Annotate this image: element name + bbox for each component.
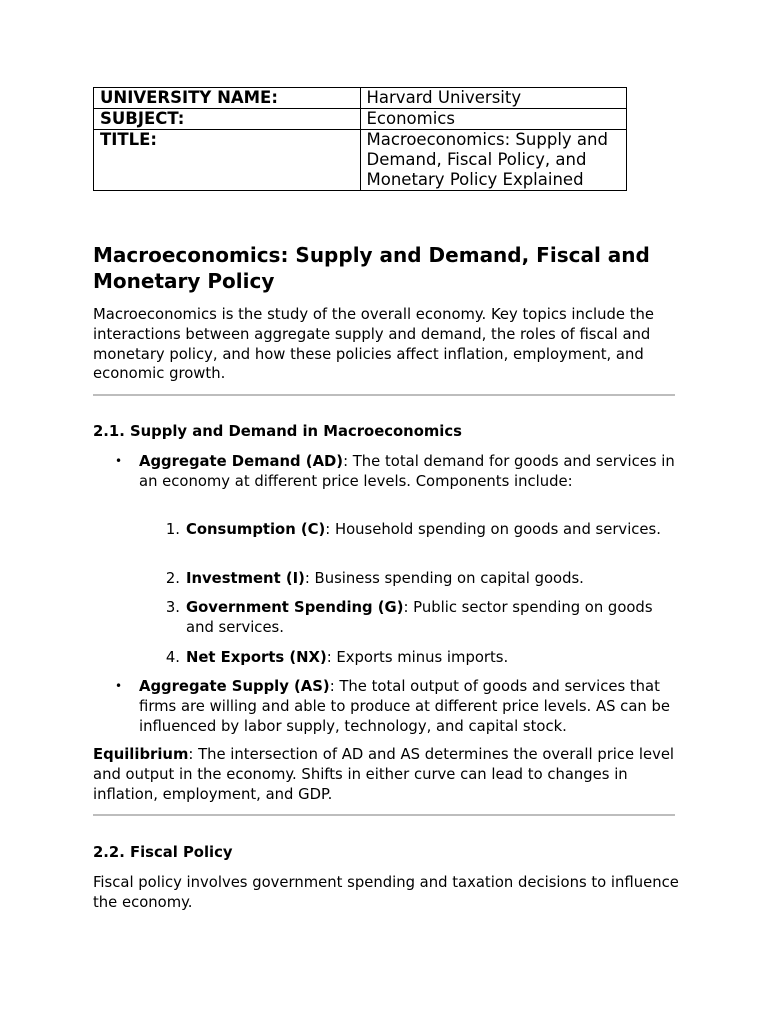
fiscal-policy-paragraph: Fiscal policy involves government spending and taxation decisions to influence the economy. — [93, 874, 679, 911]
list-item-government-spending — [165, 598, 681, 638]
definition-text: : The intersection of AD and AS determines the overall price level and output in the economy. Shifts in either curve can lead to changes in inflation, employment, and GDP. — [93, 746, 675, 803]
divider — [93, 394, 675, 396]
term-equilibrium: Equilibrium — [93, 746, 189, 763]
list-number: 3. — [165, 599, 180, 616]
info-table — [93, 87, 627, 191]
list-number: 1. — [165, 521, 180, 538]
section-heading-fiscal-policy: 2.2. Fiscal Policy — [93, 844, 233, 861]
definition-text: : Business spending on capital goods. — [304, 570, 584, 587]
section-heading-supply-demand: 2.1. Supply and Demand in Macroeconomics — [93, 423, 462, 440]
title-label: TITLE: — [94, 130, 361, 191]
list-item-consumption — [165, 520, 681, 540]
page-title: Macroeconomics: Supply and Demand, Fiscal and Monetary Policy — [93, 243, 650, 293]
definition-text: : Exports minus imports. — [326, 649, 509, 666]
list-item-investment — [165, 569, 681, 589]
list-number: 2. — [165, 570, 180, 587]
list-number: 4. — [165, 649, 180, 666]
term-investment: Investment (I) — [186, 570, 305, 587]
equilibrium-paragraph — [93, 745, 683, 804]
table-row — [94, 130, 627, 191]
bullet-icon: • — [115, 454, 123, 468]
list-item-net-exports — [165, 648, 681, 668]
definition-text: : Public sector spending on goods and services. — [186, 599, 653, 636]
term-government-spending: Government Spending (G) — [186, 599, 404, 616]
definition-text: : The total demand for goods and services in an economy at different price levels. Components include: — [139, 453, 675, 490]
subject-value: Economics — [360, 109, 627, 130]
term-net-exports: Net Exports (NX) — [186, 649, 327, 666]
definition-text: : Household spending on goods and services. — [325, 521, 661, 538]
divider — [93, 814, 675, 816]
bullet-icon: • — [115, 679, 123, 693]
subject-label: SUBJECT: — [94, 109, 361, 130]
intro-paragraph: Macroeconomics is the study of the overall economy. Key topics include the interactions between aggregate supply and demand, the roles of fiscal and monetary policy, and how these policies affect inflation, employment, and economic growth. — [93, 306, 654, 383]
definition-text: : The total output of goods and services that firms are willing and able to produce at different price levels. AS can be influenced by labor supply, technology, and capital stock. — [139, 678, 670, 735]
university-label: UNIVERSITY NAME: — [94, 88, 361, 109]
list-item-aggregate-supply — [115, 677, 684, 736]
term-consumption: Consumption (C) — [186, 521, 326, 538]
term-aggregate-supply: Aggregate Supply (AS) — [139, 678, 330, 695]
term-aggregate-demand: Aggregate Demand (AD) — [139, 453, 344, 470]
university-value: Harvard University — [360, 88, 627, 109]
list-item-aggregate-demand — [115, 452, 684, 492]
table-row — [94, 88, 627, 109]
title-value: Macroeconomics: Supply and Demand, Fiscal Policy, and Monetary Policy Explained — [360, 130, 627, 191]
table-row — [94, 109, 627, 130]
